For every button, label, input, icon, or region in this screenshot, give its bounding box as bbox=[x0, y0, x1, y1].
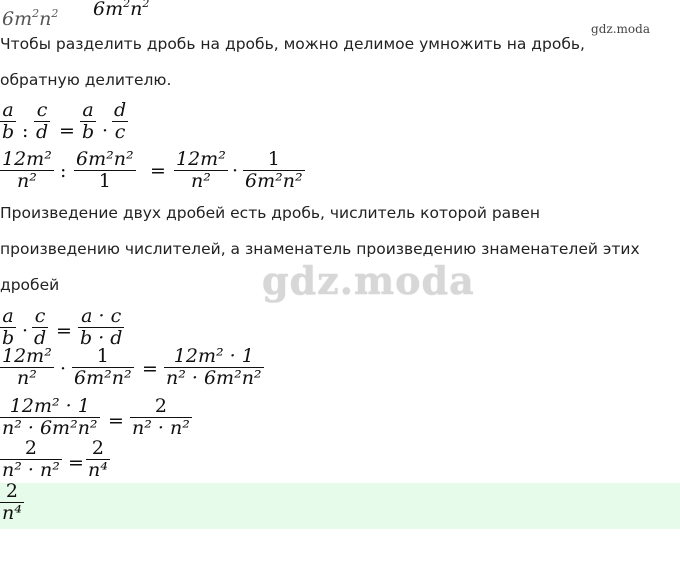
step3-fraction-1: 12m² · 1 n² · 6m²n² bbox=[2, 395, 98, 439]
paragraph-line-2: обратную делителю. bbox=[0, 71, 172, 89]
step2-fraction-3: 12m² · 1 n² · 6m²n² bbox=[166, 345, 262, 389]
step2-dot: · bbox=[60, 358, 67, 380]
fraction-a-b: a b bbox=[2, 99, 15, 143]
step1-fraction-2: 6m²n² 1 bbox=[76, 148, 134, 192]
equals-sign: = bbox=[59, 120, 75, 142]
step4-fraction-1: 2 n² · n² bbox=[2, 437, 60, 481]
step3-fraction-2: 2 n² · n² bbox=[132, 395, 190, 439]
mul-fraction-a-b: a b bbox=[2, 305, 15, 349]
step1-fraction-3: 12m² n² bbox=[176, 148, 226, 192]
mul-fraction-result: a · c b · d bbox=[80, 305, 123, 349]
top-partial-left: $6m^2n^2$ bbox=[2, 7, 59, 30]
paragraph-line-1: Чтобы разделить дробь на дробь, можно делимое умножить на дробь, bbox=[0, 35, 585, 53]
fraction-a-b-2: a b bbox=[82, 99, 95, 143]
colon-operator: : bbox=[22, 120, 29, 142]
watermark-big: gdz.moda bbox=[262, 258, 475, 303]
dot-operator: · bbox=[102, 120, 109, 142]
mul-equals: = bbox=[56, 320, 72, 342]
step1-colon: : bbox=[60, 160, 67, 182]
step1-fraction-1: 12m² n² bbox=[2, 148, 52, 192]
paragraph-line-5: дробей bbox=[0, 276, 60, 294]
step2-fraction-2: 1 6m²n² bbox=[74, 345, 132, 389]
step2-equals: = bbox=[142, 358, 158, 380]
step3-equals: = bbox=[108, 410, 124, 432]
step1-equals: = bbox=[150, 160, 166, 182]
step4-fraction-2: 2 n⁴ bbox=[88, 437, 108, 481]
step1-dot: · bbox=[232, 160, 239, 182]
step2-fraction-1: 12m² n² bbox=[2, 345, 52, 389]
watermark-small: gdz.moda bbox=[591, 22, 650, 36]
paragraph-line-3: Произведение двух дробей есть дробь, числитель которой равен bbox=[0, 204, 540, 222]
fraction-c-d: c d bbox=[36, 99, 49, 143]
mul-dot: · bbox=[22, 320, 29, 342]
mul-fraction-c-d: c d bbox=[34, 305, 47, 349]
top-partial-expression: $6m^2n^2$ bbox=[93, 0, 150, 20]
step1-fraction-4: 1 6m²n² bbox=[245, 148, 303, 192]
answer-fraction: 2 n⁴ bbox=[2, 480, 22, 524]
paragraph-line-4: произведению числителей, а знаменатель произведению знаменателей этих bbox=[0, 240, 640, 258]
answer-box bbox=[0, 480, 680, 529]
fraction-d-c: d c bbox=[114, 99, 127, 143]
step4-equals: = bbox=[68, 452, 84, 474]
